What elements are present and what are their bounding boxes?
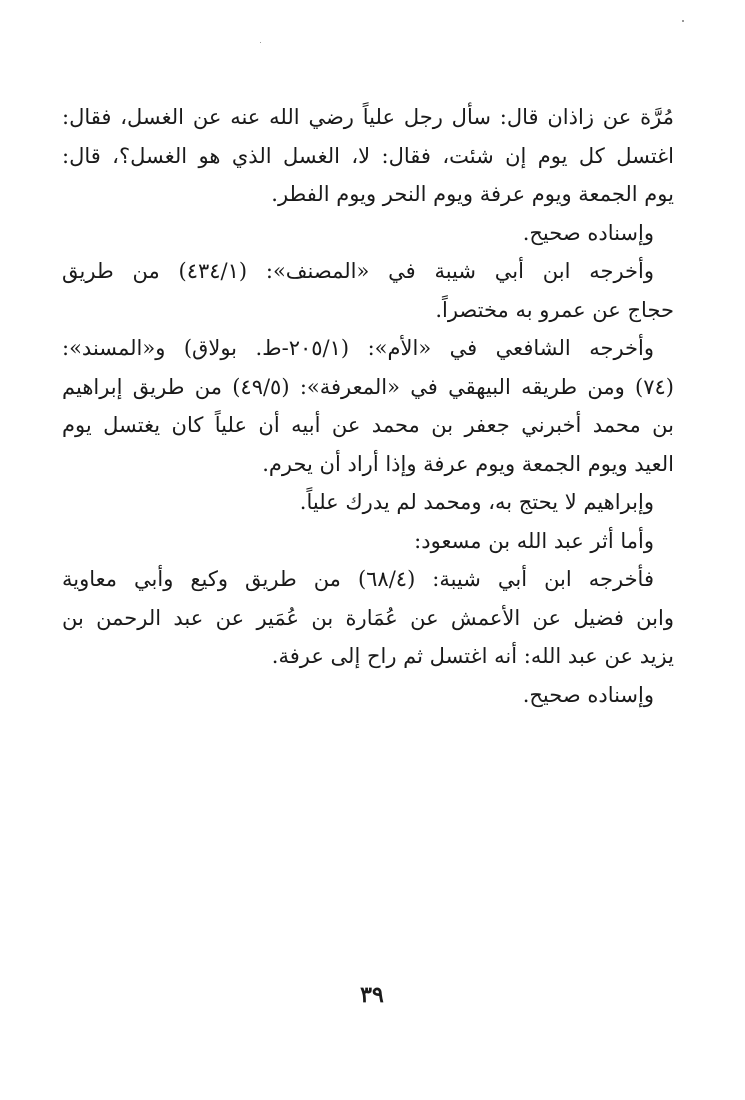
text-line: العيد ويوم الجمعة ويوم عرفة وإذا أراد أن يحرم. — [262, 451, 674, 476]
text-line: وإسناده صحيح. — [522, 220, 654, 245]
text-line: يزيد عن عبد الله: أنه اغتسل ثم راح إلى عرفة. — [271, 644, 674, 668]
scan-speck — [260, 42, 261, 43]
text-line: يوم الجمعة ويوم عرفة ويوم النحر ويوم الفطر. — [271, 182, 674, 206]
text-line: مُرَّة عن زاذان قال: سأل رجل علياً رضي الله عنه عن الغسل، فقال: — [62, 105, 674, 129]
text-line: وإبراهيم لا يحتج به، ومحمد لم يدرك علياً. — [299, 490, 654, 514]
text-line: بن محمد أخبرني جعفر بن محمد عن أبيه أن علياً كان يغتسل يوم — [62, 413, 674, 437]
text-line: حجاج عن عمرو به مختصراً. — [435, 297, 674, 322]
text-line: وأخرجه الشافعي في «الأم»: (٢٠٥/١-ط. بولاق) و«المسند»: — [62, 336, 654, 360]
text-line: فأخرجه ابن أبي شيبة: (٦٨/٤) من طريق وكيع وأبي معاوية — [62, 567, 654, 591]
body-text — [62, 98, 674, 714]
page-number: ٣٩ — [360, 982, 384, 1008]
text-line: وأما أثر عبد الله بن مسعود: — [414, 528, 654, 553]
text-line: (٧٤) ومن طريقه البيهقي في «المعرفة»: (٤٩/٥) من طريق إبراهيم — [62, 374, 674, 399]
text-line: اغتسل كل يوم إن شئت، فقال: لا، الغسل الذي هو الغسل؟، قال: — [62, 143, 674, 168]
text-line: وأخرجه ابن أبي شيبة في «المصنف»: (٤٣٤/١) من طريق — [62, 259, 654, 283]
text-line: وإسناده صحيح. — [522, 682, 654, 707]
scan-speck — [682, 20, 684, 22]
text-line: وابن فضيل عن الأعمش عن عُمَارة بن عُمَير عن عبد الرحمن بن — [62, 605, 674, 630]
